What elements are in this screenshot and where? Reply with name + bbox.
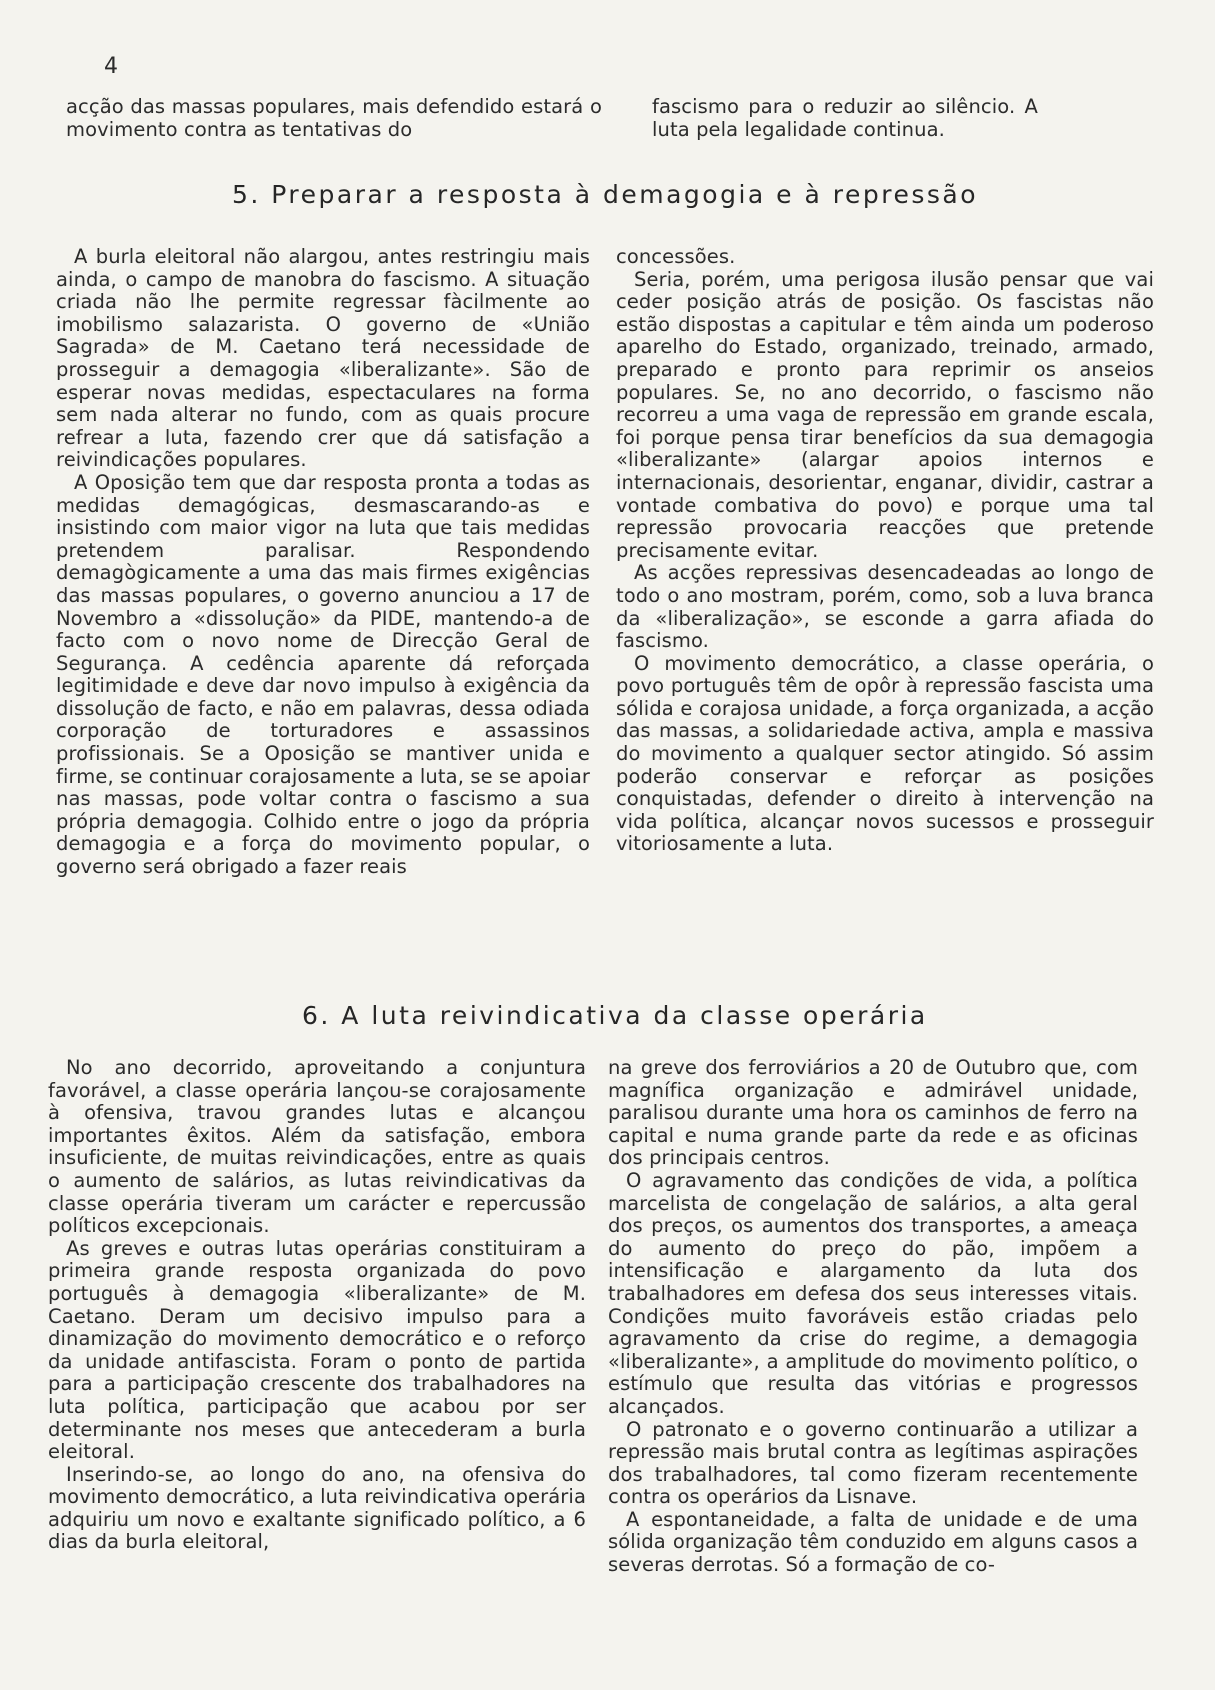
paragraph: O patronato e o governo continuarão a utilizar a repressão mais brutal contra as legítimas aspirações dos trabalhadores, tal como fizeram recentemente contra os operários da Lisnave. (608, 1417, 1138, 1509)
paragraph: Seria, porém, uma perigosa ilusão pensar que vai ceder posição atrás de posição. Os fascistas não estão dispostas a capitular e têm ainda um poderoso aparelho do Estado, organizado, treinado, armado, preparado e pronto para reprimir os anseios populares. Se, no ano decorrido, o fascismo não recorreu a uma vaga de repressão em grande escala, foi porque pensa tirar benefícios da sua demagogia «liberalizante» (alargar apoios internos e internacionais, desorientar, enganar, dividir, castrar a vontade combativa do povo) e porque uma tal repressão provocaria reacções que pretende precisamente evitar. (616, 267, 1154, 562)
section-6-left-column (48, 1057, 586, 1554)
paragraph: No ano decorrido, aproveitando a conjuntura favorável, a classe operária lançou-se corajosamente à ofensiva, travou grandes lutas e alcançou importantes êxitos. Além da satisfação, embora insuficiente, de muitas reivindicações, entre as quais o aumento de salários, as lutas reivindicativas da classe operária tiveram um carácter e repercussão políticos excepcionais. (48, 1056, 586, 1238)
section-5-right-column (616, 246, 1154, 856)
paragraph: concessões. (616, 245, 736, 268)
paragraph: Inserindo-se, ao longo do ano, na ofensiva do movimento democrático, a luta reivindicativa operária adquiriu um novo e exaltante significado político, a 6 dias da burla eleitoral, (48, 1462, 586, 1554)
paragraph: A espontaneidade, a falta de unidade e de uma sólida organização têm conduzido em alguns casos a severas derrotas. Só a formação de co- (608, 1507, 1138, 1577)
paragraph: As greves e outras lutas operárias constituiram a primeira grande resposta organizada do povo português à demagogia «liberalizante» de M. Caetano. Deram um decisivo impulso para a dinamização do movimento democrático e o reforço da unidade antifascista. Foram o ponto de partida para a participação crescente dos trabalhadores na luta política, participação que acabou por ser determinante nos meses que antecederam a burla eleitoral. (48, 1236, 586, 1464)
page-number: 4 (104, 54, 118, 79)
paragraph: A burla eleitoral não alargou, antes restringiu mais ainda, o campo de manobra do fascismo. A situação criada não lhe permite regressar fàcilmente ao imobilismo salazarista. O governo de «União Sagrada» de M. Caetano terá necessidade de prosseguir a demagogia «liberalizante». São de esperar novas medidas, espectaculares na forma sem nada alterar no fundo, com as quais procure refrear a luta, fazendo crer que dá satisfação a reivindicações populares. (56, 245, 590, 472)
intro-left-column (66, 96, 602, 141)
intro-right-column (652, 96, 1038, 141)
section-5-left-column (56, 246, 590, 879)
paragraph: O movimento democrático, a classe operária, o povo português têm de opôr à repressão fascista uma sólida e corajosa unidade, a força organizada, a acção das massas, a solidariedade activa, ampla e massiva do movimento a qualquer sector atingido. Só assim poderão conservar e reforçar as posições conquistadas, defender o direito à intervenção na vida política, alcançar novos sucessos e prosseguir vitoriosamente a luta. (616, 651, 1154, 856)
paragraph: na greve dos ferroviários a 20 de Outubro que, com magnífica organização e admirável unidade, paralisou durante uma hora os caminhos de ferro na capital e numa grande parte da rede e as oficinas dos principais centros. (608, 1056, 1138, 1170)
paragraph: acção das massas populares, mais defendido estará o movimento contra as tentativas do (66, 95, 602, 141)
section-6-right-column (608, 1057, 1138, 1577)
paragraph: As acções repressivas desencadeadas ao longo de todo o ano mostram, porém, como, sob a luva branca da «liberalização», se esconde a garra afiada do fascismo. (616, 561, 1154, 653)
section-5-heading: 5. Preparar a resposta à demagogia e à repressão (232, 180, 979, 209)
paragraph: fascismo para o reduzir ao silêncio. A luta pela legalidade continua. (652, 95, 1038, 141)
paragraph: A Oposição tem que dar resposta pronta a todas as medidas demagógicas, desmascarando-as e insistindo com maior vigor na luta que tais medidas pretendem paralisar. Respondendo demagògicamente a uma das mais firmes exigências das massas populares, o governo anunciou a 17 de Novembro a «dissolução» da PIDE, mantendo-a de facto com o novo nome de Direcção Geral de Segurança. A cedência aparente dá reforçada legitimidade e deve dar novo impulso à exigência da dissolução de facto, e não em palavras, dessa odiada corporação de torturadores e assassinos profissionais. Se a Oposição se mantiver unida e firme, se continuar corajosamente a luta, se se apoiar nas massas, pode voltar contra o fascismo a sua própria demagogia. Colhido entre o jogo da própria demagogia e a força do movimento popular, o governo será obrigado a fazer reais (56, 470, 590, 879)
paragraph: O agravamento das condições de vida, a política marcelista de congelação de salários, a alta geral dos preços, os aumentos dos transportes, a ameaça do aumento do preço do pão, impõem a intensificação e alargamento da luta dos trabalhadores em defesa dos seus interesses vitais. Condições muito favoráveis estão criadas pelo agravamento da crise do regime, a demagogia «liberalizante», a amplitude do movimento político, o estímulo que resulta das vitórias e progressos alcançados. (608, 1168, 1138, 1418)
section-6-heading: 6. A luta reivindicativa da classe operária (302, 1001, 928, 1030)
